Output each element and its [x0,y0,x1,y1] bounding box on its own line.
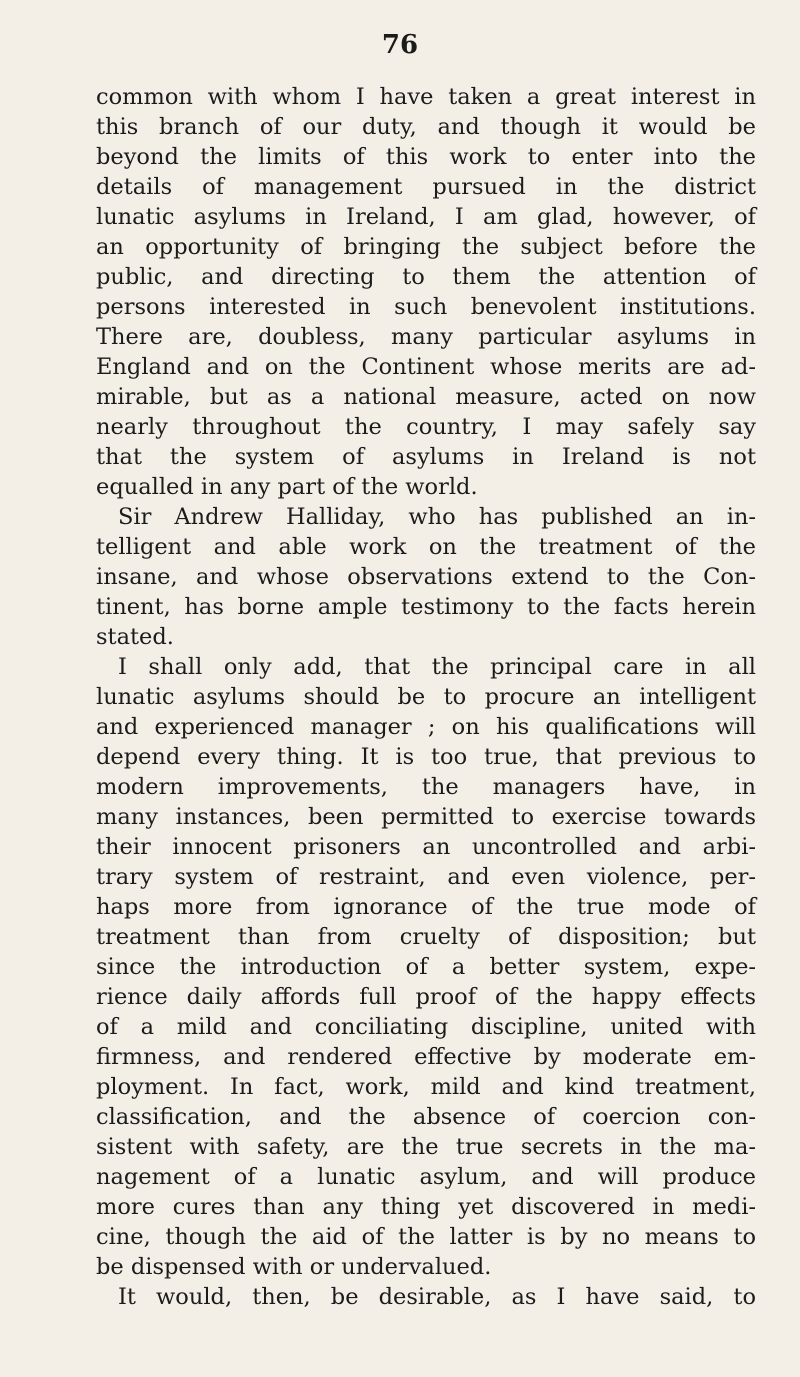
text-line: I shall only add, that the principal care in all [118,654,756,680]
text-line: public, and directing to them the attention of [96,264,756,290]
text-line: insane, and whose observations extend to the Con- [96,564,756,590]
text-line: this branch of our duty, and though it would be [96,114,756,140]
text-line: Sir Andrew Halliday, who has published an in- [118,504,756,530]
text-line: It would, then, be desirable, as I have said, to [118,1284,756,1310]
text-line: England and on the Continent whose merits are ad- [96,354,756,380]
text-line: lunatic asylums in Ireland, I am glad, however, of [96,204,756,230]
text-line: persons interested in such benevolent institutions. [96,294,756,320]
text-line: and experienced manager ; on his qualifications will [96,714,756,740]
text-line: that the system of asylums in Ireland is not [96,444,756,470]
text-line: modern improvements, the managers have, in [96,774,756,800]
text-line: depend every thing. It is too true, that previous to [96,744,756,770]
text-line: classification, and the absence of coercion con- [96,1104,756,1130]
text-line: rience daily affords full proof of the happy effects [96,984,756,1010]
text-line: trary system of restraint, and even violence, per- [96,864,756,890]
text-line: more cures than any thing yet discovered in medi- [96,1194,756,1220]
text-line: details of management pursued in the district [96,174,756,200]
text-line: their innocent prisoners an uncontrolled and arbi- [96,834,756,860]
body-text [96,82,756,1312]
text-line: stated. [96,624,174,650]
page-number: 76 [381,30,419,60]
text-line: There are, doubless, many particular asylums in [96,324,756,350]
text-line: tinent, has borne ample testimony to the facts herein [96,594,756,620]
text-line: common with whom I have taken a great interest in [96,84,756,110]
text-line: beyond the limits of this work to enter into the [96,144,756,170]
text-line: since the introduction of a better system, expe- [96,954,756,980]
text-line: be dispensed with or undervalued. [96,1254,492,1280]
text-line: sistent with safety, are the true secrets in the ma- [96,1134,756,1160]
text-line: firmness, and rendered effective by moderate em- [96,1044,756,1070]
text-line: an opportunity of bringing the subject before the [96,234,756,260]
text-line: ployment. In fact, work, mild and kind treatment, [96,1074,756,1100]
text-line: lunatic asylums should be to procure an intelligent [96,684,756,710]
text-line: many instances, been permitted to exercise towards [96,804,756,830]
text-line: of a mild and conciliating discipline, united with [96,1014,756,1040]
text-line: nearly throughout the country, I may safely say [96,414,756,440]
text-line: haps more from ignorance of the true mode of [96,894,756,920]
text-line: nagement of a lunatic asylum, and will produce [96,1164,756,1190]
text-line: mirable, but as a national measure, acted on now [96,384,756,410]
text-line: treatment than from cruelty of disposition; but [96,924,756,950]
text-line: cine, though the aid of the latter is by no means to [96,1224,756,1250]
text-line: equalled in any part of the world. [96,474,478,500]
text-line: telligent and able work on the treatment of the [96,534,756,560]
